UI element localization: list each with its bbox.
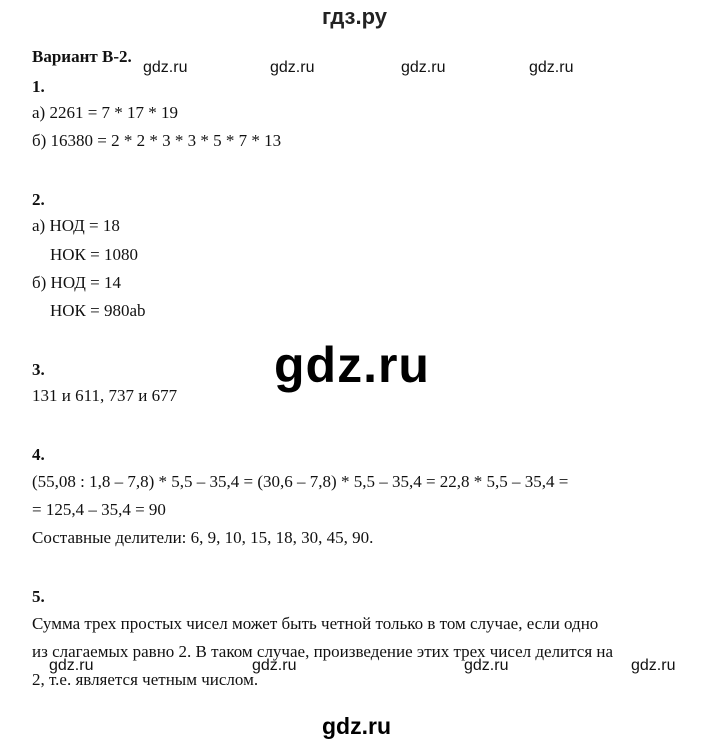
task-line: = 125,4 – 35,4 = 90 bbox=[32, 500, 166, 519]
watermark: gdz.ru bbox=[464, 657, 509, 674]
watermark: gdz.ru bbox=[529, 59, 574, 76]
watermark: gdz.ru bbox=[401, 59, 446, 76]
task-number: 2. bbox=[32, 190, 45, 209]
task-number: 5. bbox=[32, 587, 45, 606]
watermark: gdz.ru bbox=[270, 59, 315, 76]
task-line: б) 16380 = 2 * 2 * 3 * 3 * 5 * 7 * 13 bbox=[32, 131, 282, 150]
task-line: из слагаемых равно 2. В таком случае, произведение этих трех чисел делится на bbox=[32, 642, 614, 661]
task-line: НОК = 980ab bbox=[50, 301, 146, 320]
watermark: gdz.ru bbox=[252, 657, 297, 674]
task-number: 4. bbox=[32, 445, 45, 464]
center-watermark: gdz.ru bbox=[274, 337, 430, 393]
task-line: 2, т.е. является четным числом. bbox=[32, 670, 259, 689]
task-line: а) НОД = 18 bbox=[32, 216, 120, 235]
task-line: 131 и 611, 737 и 677 bbox=[32, 386, 178, 405]
task-line: Составные делители: 6, 9, 10, 15, 18, 30, 45, 90. bbox=[32, 528, 374, 547]
task-line: НОК = 1080 bbox=[50, 245, 138, 264]
task-number: 1. bbox=[32, 77, 45, 96]
watermark: gdz.ru bbox=[631, 657, 676, 674]
task-line: Сумма трех простых чисел может быть четной только в том случае, если одно bbox=[32, 614, 599, 633]
watermark: gdz.ru bbox=[49, 657, 94, 674]
watermark: gdz.ru bbox=[143, 59, 188, 76]
task-line: б) НОД = 14 bbox=[32, 273, 121, 292]
footer-watermark: gdz.ru bbox=[322, 713, 391, 739]
task-number: 3. bbox=[32, 360, 45, 379]
task-line: (55,08 : 1,8 – 7,8) * 5,5 – 35,4 = (30,6 – 7,8) * 5,5 – 35,4 = 22,8 * 5,5 – 35,4 = bbox=[32, 472, 569, 491]
site-header: гдз.ру bbox=[322, 4, 387, 29]
variant-title: Вариант В-2. bbox=[32, 47, 132, 66]
task-line: а) 2261 = 7 * 17 * 19 bbox=[32, 103, 179, 122]
